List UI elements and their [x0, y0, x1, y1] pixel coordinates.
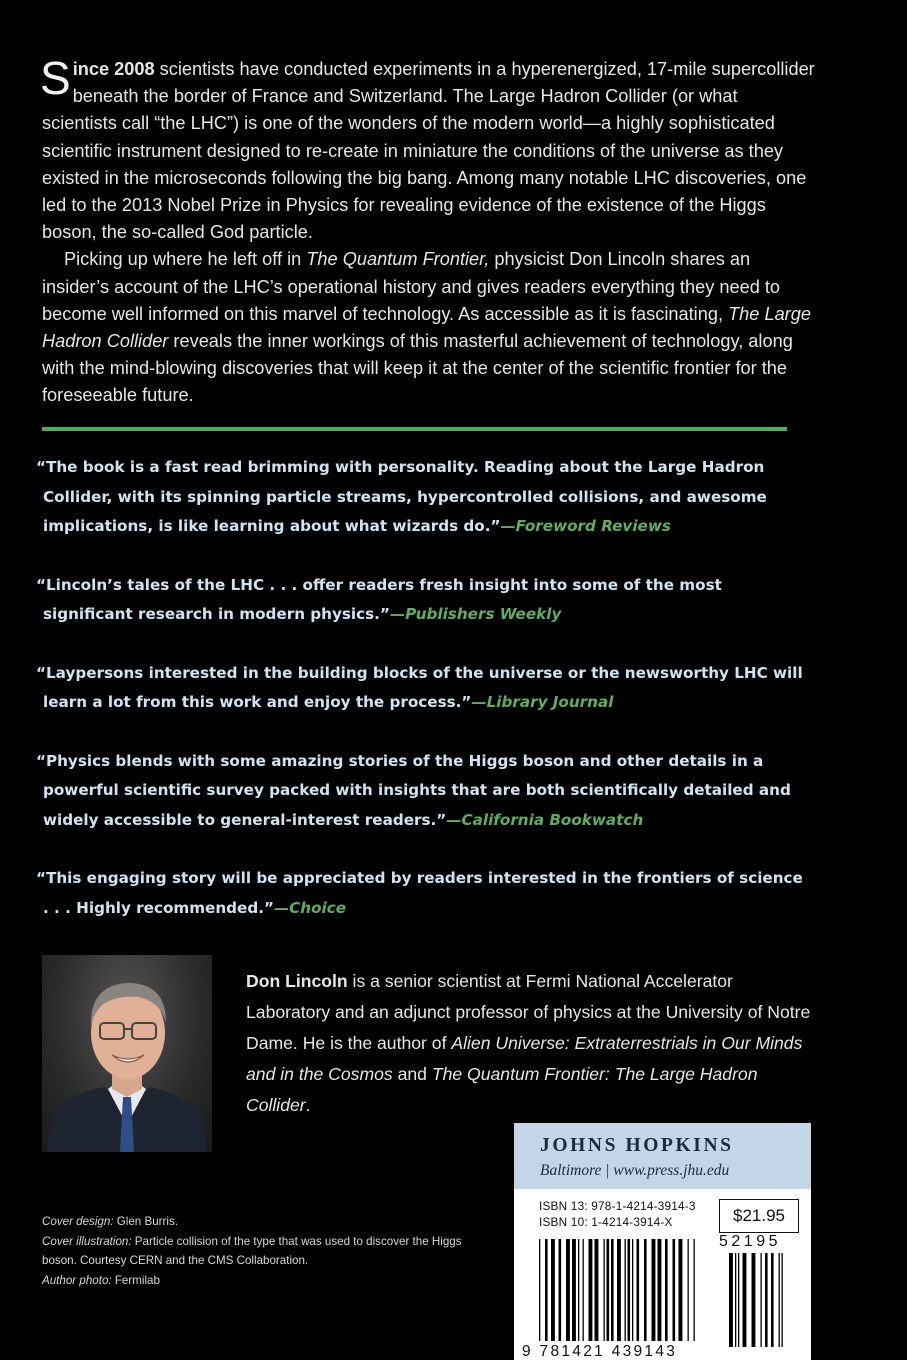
description-lead: ince 2008 [72, 59, 155, 79]
addon-bar [752, 1253, 756, 1347]
review-source: —Foreword Reviews [500, 517, 671, 535]
ean-digits: 9 781421 439143 [522, 1343, 678, 1360]
book-title-quantum-frontier: The Quantum Frontier, [306, 249, 490, 270]
review-item [36, 571, 806, 630]
credit-value: Particle collision of the type that was used to discover the Higgs boson. Courtesy CERN and the CMS Collaboration. [42, 1234, 462, 1268]
credit-label: Cover illustration: [42, 1234, 132, 1248]
review-quote: “Lincoln’s tales of the LHC . . . offer readers fresh insight into some of the most significant research in modern physics.” [36, 575, 722, 623]
review-list [36, 453, 806, 952]
description-text-1: scientists have conducted experiments in a hyperenergized, 17-mile supercollider beneath the border of France and Switzerland. The Large Hadron Collider (or what scientists call “the LHC”) is one of the wonders of the modern world—a highly sophisticated scientific instrument designed to re-create in miniature the conditions of the universe as they existed in the microseconds following the big bang. Among many notable LHC discoveries, one led to the 2013 Nobel Prize in Physics for revealing evidence of the existence of the Higgs boson, the so-called God particle. [42, 59, 815, 243]
addon-bar [738, 1253, 739, 1347]
bio-book-title: Alien Universe: Extraterrestrials in Our Minds and in the Cosmos [246, 1033, 803, 1084]
barcode-bar [578, 1239, 579, 1341]
addon-digits: 52195 [719, 1233, 781, 1250]
description-paragraph-2 [42, 246, 817, 409]
barcode-bar [665, 1239, 668, 1341]
barcode-bar [617, 1239, 621, 1341]
bio-text: . [305, 1095, 311, 1115]
addon-bar [729, 1253, 733, 1347]
addon-bar [779, 1253, 780, 1347]
description-paragraph-1 [40, 52, 817, 246]
publisher-name: JOHNS HOPKINS [540, 1135, 734, 1156]
review-source: —Library Journal [471, 693, 614, 711]
barcode-bar [595, 1239, 599, 1341]
barcode-bar [604, 1239, 605, 1341]
barcode-bar [628, 1239, 631, 1341]
barcode-bar [688, 1239, 689, 1341]
drop-cap: S [40, 52, 71, 104]
green-divider [42, 427, 787, 431]
barcode-bar [658, 1239, 662, 1341]
barcode-bar [644, 1239, 647, 1341]
review-item [36, 864, 806, 923]
credit-value: Glen Burris. [113, 1215, 178, 1228]
barcode-bar [611, 1239, 614, 1341]
credit-photo [42, 1271, 482, 1291]
barcode-bar [559, 1239, 562, 1341]
review-quote: “This engaging story will be appreciated by readers interested in the frontiers of science . . . Highly recommended.” [36, 869, 803, 917]
review-source: —Choice [273, 898, 347, 917]
barcode-bar [632, 1239, 633, 1341]
bio-text: and [392, 1064, 432, 1084]
barcode-bar [572, 1239, 576, 1341]
author-photo [42, 955, 212, 1152]
publisher-location: Baltimore | www.press.jhu.edu [540, 1162, 730, 1179]
credit-value: Fermilab [111, 1273, 160, 1287]
barcode-bar [589, 1239, 593, 1341]
bio-text: is a senior scientist at Fermi National Accelerator Laboratory and an adjunct professor of physics at the University of Notre Dame. He is the author of [246, 971, 811, 1053]
description-text-2b: physicist Don Lincoln shares an insider’s account of the LHC’s operational history and gives readers everything they need to become well informed on this marvel of technology. As accessible as it is fascinating, [42, 249, 781, 324]
barcode-bar [583, 1239, 584, 1341]
barcode-bar [679, 1239, 683, 1341]
description-text-2a: Picking up where he left off in [64, 249, 307, 270]
review-quote: “Laypersons interested in the building blocks of the universe or the newsworthy LHC will learn a lot from this work and enjoy the process.” [36, 663, 803, 711]
addon-bar [782, 1253, 783, 1347]
review-source: —California Bookwatch [446, 810, 644, 829]
barcode-panel [514, 1189, 811, 1360]
barcode-bar [607, 1239, 610, 1341]
publisher-band [514, 1123, 811, 1189]
addon-bar [771, 1253, 774, 1347]
barcode-bar [625, 1239, 626, 1341]
credit-design [42, 1212, 482, 1232]
credit-label: Cover design: [42, 1215, 114, 1228]
cover-credits [42, 1212, 482, 1290]
review-item [36, 453, 806, 542]
review-quote: “Physics blends with some amazing stories of the Higgs boson and other details in a powerful scientific survey packed with insights that are both scientifically detailed and widely accessible to general-interest readers.” [36, 751, 791, 829]
isbn-13: ISBN 13: 978-1-4214-3914-3 [539, 1199, 696, 1213]
barcode-bar [673, 1239, 676, 1341]
author-name: Don Lincoln [246, 971, 348, 991]
barcode-bar [652, 1239, 656, 1341]
book-description [40, 52, 817, 410]
book-title-lhc: The Large Hadron Collider [42, 303, 811, 352]
addon-bar [735, 1253, 736, 1347]
barcode-bar [539, 1239, 540, 1341]
author-portrait-illustration [42, 955, 212, 1152]
author-bio [246, 966, 816, 1121]
review-source: —Publishers Weekly [389, 605, 562, 623]
barcode-icon [539, 1239, 811, 1347]
barcode-bar [637, 1239, 640, 1341]
barcode-bar [694, 1239, 695, 1341]
barcode-bar [566, 1239, 570, 1341]
bio-book-title: The Quantum Frontier: The Large Hadron Collider [246, 1064, 758, 1115]
price-box: $21.95 [719, 1199, 799, 1233]
addon-bar [743, 1253, 747, 1347]
credit-illustration [42, 1232, 482, 1271]
addon-bar [761, 1253, 762, 1347]
addon-bar [765, 1253, 768, 1347]
barcode-bar [545, 1239, 548, 1341]
review-item [36, 747, 806, 836]
credit-label: Author photo: [42, 1273, 112, 1287]
barcode-bar [551, 1239, 555, 1341]
review-quote: “The book is a fast read brimming with personality. Reading about the Large Hadron Collider, with its spinning particle streams, hypercontrolled collisions, and awesome implications, is like learning about what wizards do.” [36, 458, 767, 535]
description-text-2c: reveals the inner workings of this masterful achievement of technology, along with the mind-blowing discoveries that will keep it at the center of the scientific frontier for the foreseeable future. [42, 331, 793, 406]
review-item [36, 659, 806, 718]
isbn-10: ISBN 10: 1-4214-3914-X [539, 1215, 673, 1229]
